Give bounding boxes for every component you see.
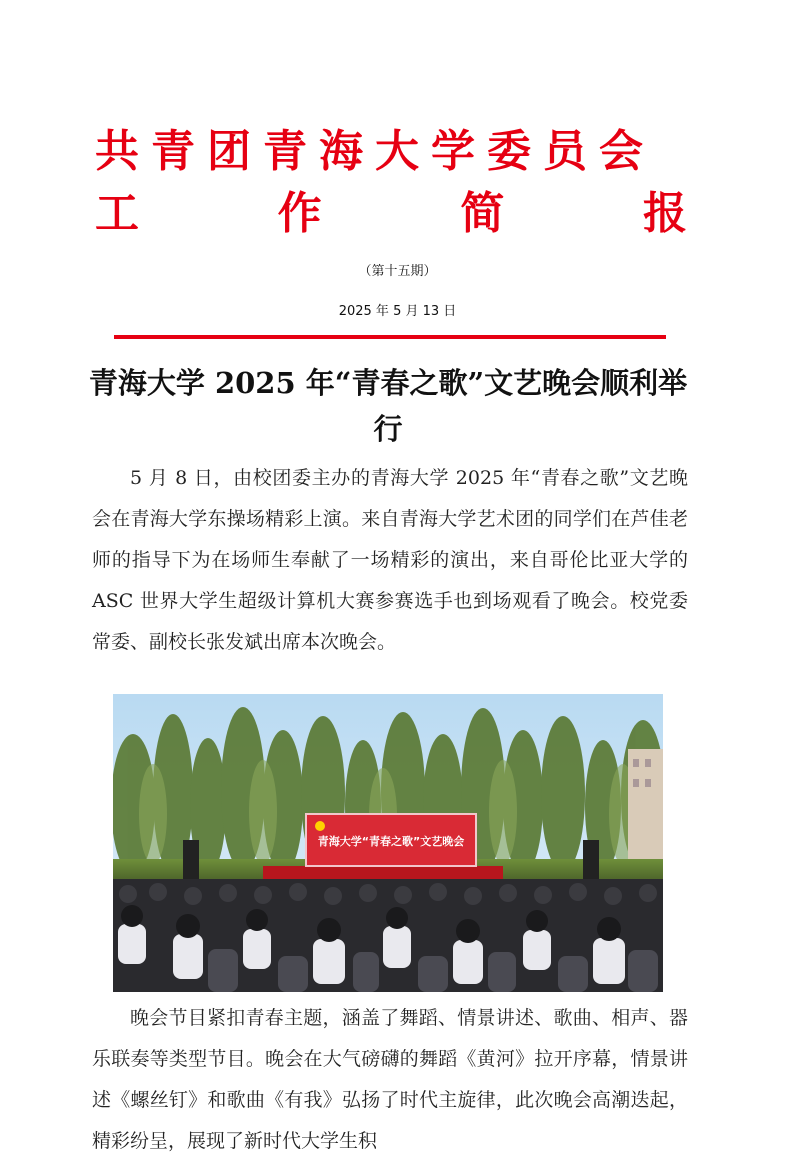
masthead-subtitle-char: 报	[642, 188, 687, 239]
article-title: 青海大学 2025 年“青春之歌”文艺晚会顺利举行	[88, 366, 688, 446]
article-paragraph: 5 月 8 日，由校团委主办的青海大学 2025 年“青春之歌”文艺晚会在青海大学东操场精彩上演。来自青海大学艺术团的同学们在芦佳老师的指导下为在场师生奉献了一场精彩的演出，来自哥伦比亚大学的 ASC 世界大学生超级计算机大赛参赛选手也到场观看了晚会。校党委常委、副校长张发斌出席本次晚会。	[92, 467, 688, 653]
issue-date: 2025 年 5 月 13 日	[338, 304, 457, 319]
masthead-subtitle-char: 工	[95, 188, 139, 239]
masthead-subtitle-char: 作	[277, 188, 322, 239]
article-paragraph: 晚会节目紧扣青春主题，涵盖了舞蹈、情景讲述、歌曲、相声、器乐联奏等类型节目。晚会在大气磅礴的舞蹈《黄河》拉开序幕，情景讲述《螺丝钉》和歌曲《有我》弘扬了时代主旋律，此次晚会高潮迭起，精彩纷呈，展现了新时代大学生积	[92, 1007, 688, 1152]
masthead-title: 共青团青海大学委员会	[95, 126, 655, 177]
banner-text: 青海大学“青春之歌”文艺晚会	[317, 835, 465, 848]
article-photo	[113, 694, 663, 992]
concert-photo-illustration	[113, 694, 663, 992]
issue-number: （第十五期）	[358, 264, 437, 279]
masthead-subtitle-char: 简	[460, 188, 505, 239]
divider-rule	[114, 335, 666, 339]
masthead-subtitle	[95, 186, 687, 242]
